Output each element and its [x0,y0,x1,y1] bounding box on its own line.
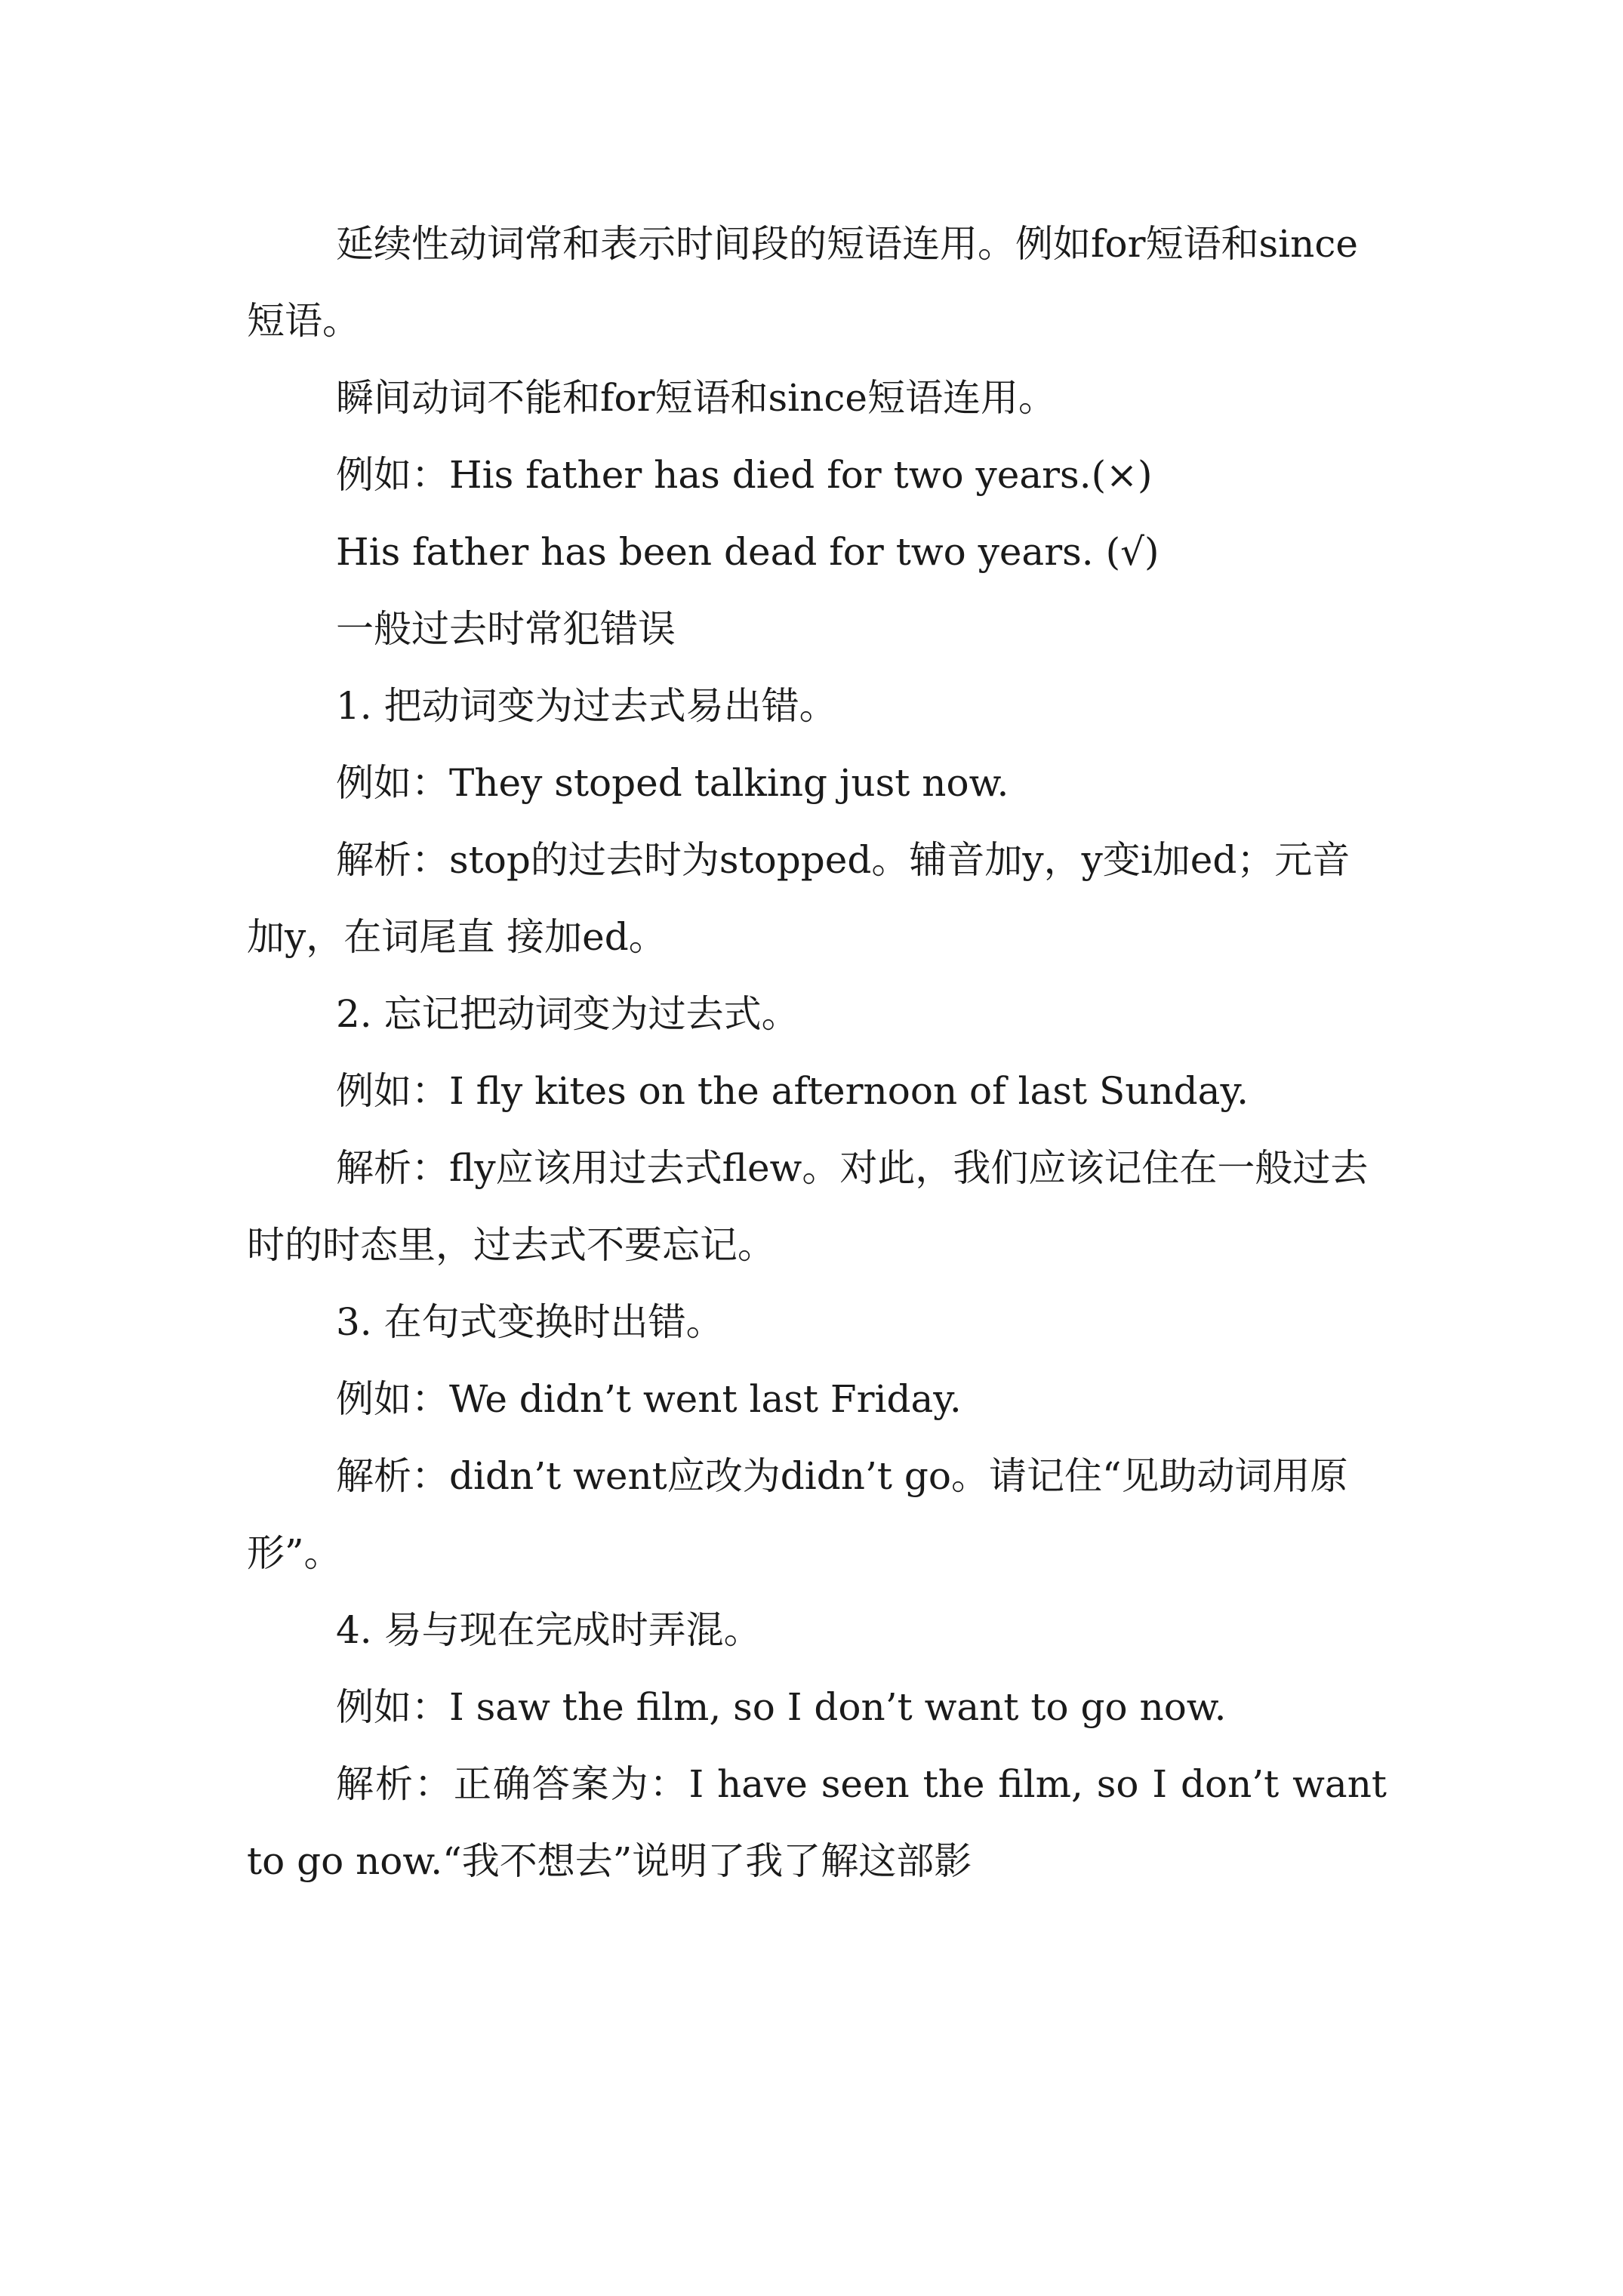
error-item-4: 4. 易与现在完成时弄混。 [336,1608,762,1652]
example-wrong-died: 例如：His father has died for two years.(×) [336,453,1153,497]
example-saw-film: 例如：I saw the film, so I don’t want to go now. [336,1685,1227,1729]
analysis-stopped: 解析：stop的过去时为stopped。辅音加y，y变i加ed；元音加y，在词尾直 接加ed。 [247,838,1350,959]
paragraph-durative-verbs: 延续性动词常和表示时间段的短语连用。例如for短语和since短语。 [247,222,1358,343]
example-correct-dead: His father has been dead for two years. (√) [336,530,1160,574]
section-heading-past-tense-errors: 一般过去时常犯错误 [336,607,676,651]
error-item-1: 1. 把动词变为过去式易出错。 [336,684,837,728]
example-didnt-went: 例如：We didn’t went last Friday. [336,1377,962,1421]
document-body [247,205,1387,1900]
analysis-didnt-go: 解析：didn’t went应改为didn’t go。请记住“见助动词用原形”。 [247,1454,1348,1575]
example-fly-kites: 例如：I fly kites on the afternoon of last Sunday. [336,1069,1249,1113]
analysis-flew: 解析：fly应该用过去式flew。对此，我们应该记住在一般过去时的时态里，过去式不要忘记。 [247,1146,1369,1267]
example-stoped: 例如：They stoped talking just now. [336,761,1009,805]
analysis-present-perfect: 解析：正确答案为：I have seen the film, so I don’t want to go now.“我不想去”说明了我了解这部影 [247,1762,1387,1883]
error-item-2: 2. 忘记把动词变为过去式。 [336,992,799,1036]
paragraph-momentary-verbs: 瞬间动词不能和for短语和since短语连用。 [336,376,1056,420]
error-item-3: 3. 在句式变换时出错。 [336,1300,724,1344]
